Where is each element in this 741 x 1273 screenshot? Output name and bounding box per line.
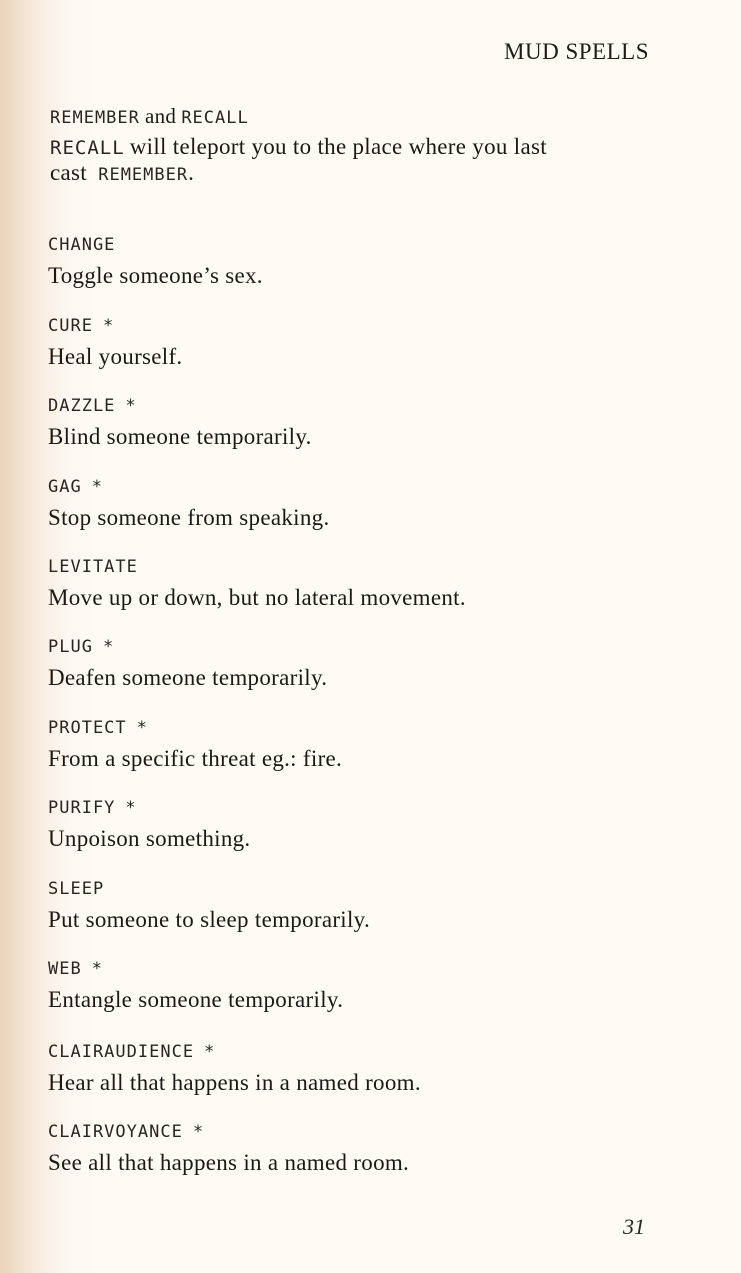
spell-name [48,477,103,497]
running-header: MUD SPELLS [504,39,649,64]
spell-description: Hear all that happens in a named room. [48,1070,421,1095]
intro-heading-and: and [144,104,177,128]
intro-body-end: . [188,160,195,185]
spell-description: Blind someone temporarily. [48,424,312,449]
spell-star-marker: * [102,637,115,657]
spell-name-text: DAZZLE [48,396,116,416]
spell-description: Entangle someone temporarily. [48,987,344,1012]
spell-name [48,1122,204,1142]
intro-body-line-2 [50,160,194,186]
spell-star-marker: * [125,396,137,416]
spell-name [48,235,125,255]
spell-description: Deafen someone temporarily. [48,665,328,690]
spell-name [48,1042,215,1062]
spell-name [48,798,137,818]
spell-name [48,316,114,336]
spell-description: Move up or down, but no lateral movement. [48,585,466,610]
spell-name-text: CLAIRVOYANCE [48,1122,183,1142]
spell-name-text: WEB [48,959,82,979]
spell-name [48,637,114,657]
intro-body-cast: cast [50,160,87,185]
intro-body-text: will teleport you to the place where you last [129,134,547,159]
spell-name-text: CHANGE [48,235,116,255]
spell-description: Stop someone from speaking. [48,505,330,530]
spell-name-text: PLUG [48,637,93,657]
spell-name-text: LEVITATE [48,557,138,577]
intro-body-line-1 [50,134,650,160]
spell-description: See all that happens in a named room. [48,1150,410,1175]
spell-name-text: PURIFY [48,798,116,818]
keyword-recall-body: RECALL [50,137,125,159]
spell-name-text: GAG [48,477,82,497]
spell-star-marker: * [91,477,103,497]
spell-star-marker: * [91,959,103,979]
spell-name-text: CURE [48,316,93,336]
spell-name [48,959,103,979]
spell-star-marker: * [192,1122,205,1142]
spell-description: Heal yourself. [48,344,183,369]
keyword-remember-body: REMEMBER [98,165,189,185]
keyword-remember: REMEMBER [50,108,140,128]
spell-name [48,718,148,738]
spell-star-marker: * [136,718,148,738]
spell-description: Put someone to sleep temporarily. [48,907,371,932]
spell-star-marker: * [125,798,137,818]
spell-description: From a specific threat eg.: fire. [48,746,343,771]
spell-name-text: SLEEP [48,879,105,899]
spell-name [48,557,148,577]
keyword-recall: RECALL [181,108,249,128]
page-number: 31 [623,1214,645,1239]
intro-heading [50,104,249,129]
spell-star-marker: * [204,1042,216,1062]
spell-description: Unpoison something. [48,826,251,851]
spell-name-text: CLAIRAUDIENCE [48,1042,195,1062]
spell-star-marker: * [102,316,115,336]
page-binding-shadow [0,0,48,1273]
spell-name [48,396,137,416]
spell-name-text: PROTECT [48,718,127,738]
spell-name [48,879,114,899]
spell-description: Toggle someone’s sex. [48,263,263,288]
